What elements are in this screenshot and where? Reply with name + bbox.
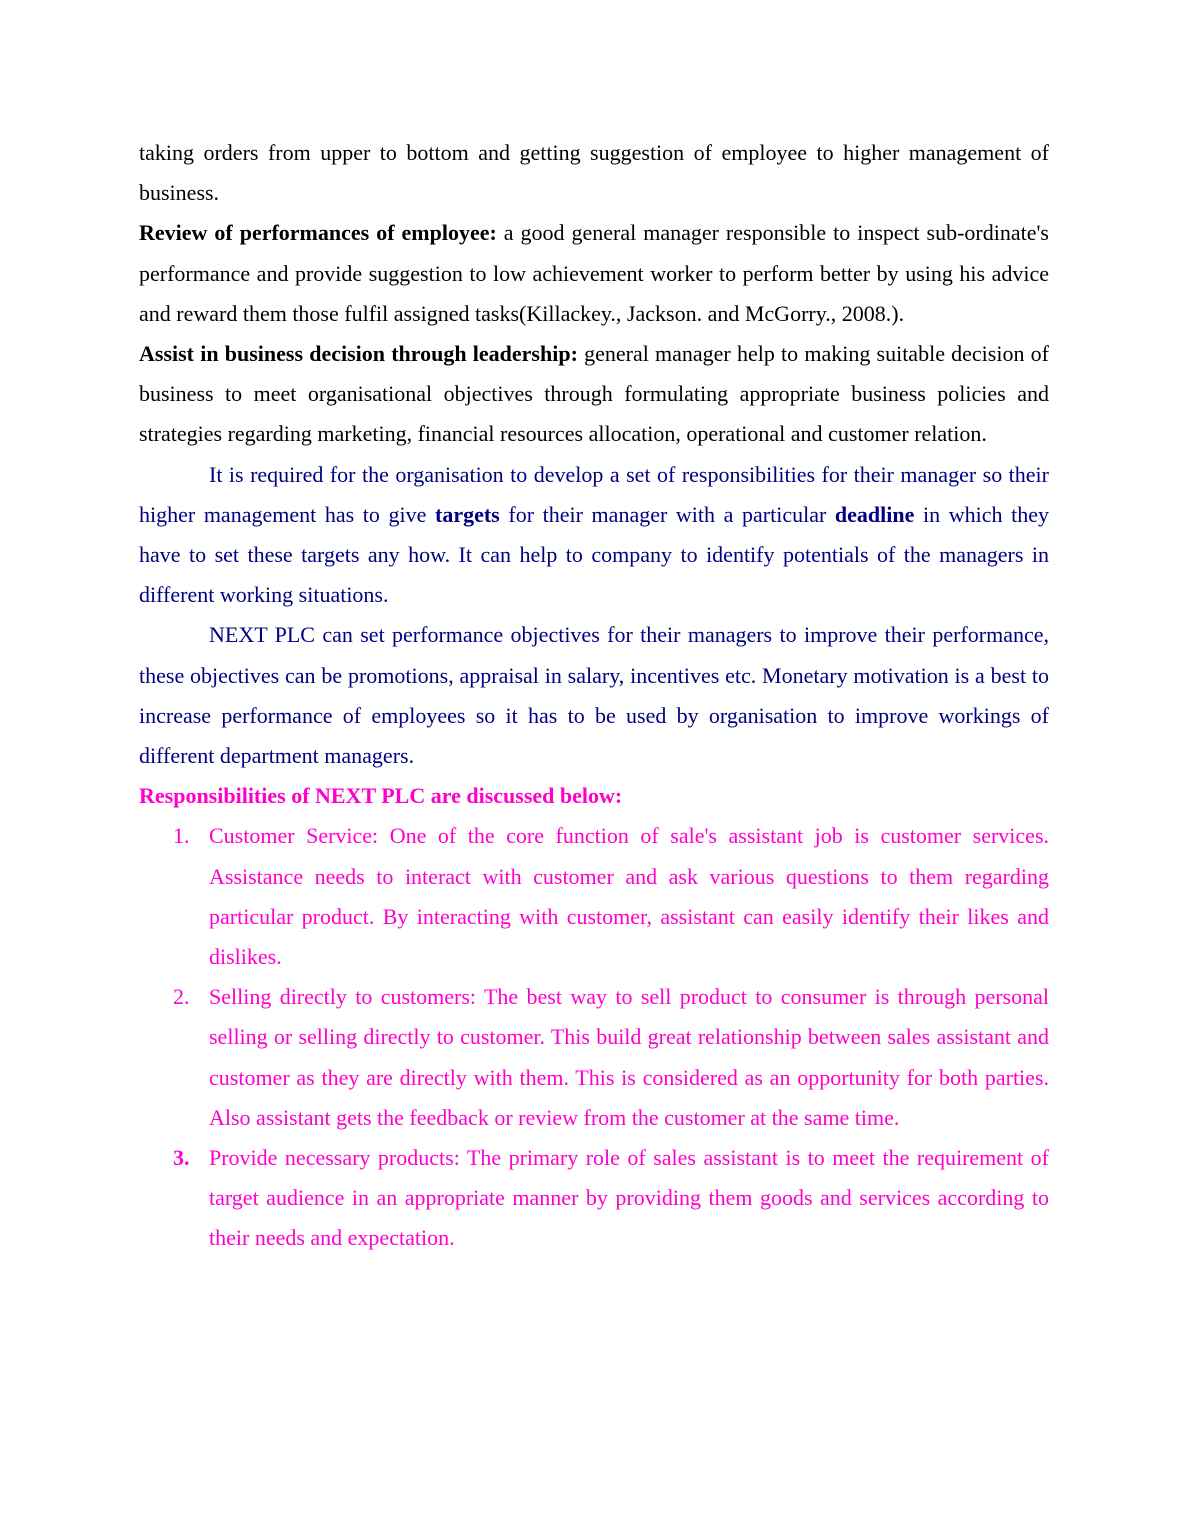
paragraph-performance-objectives: NEXT PLC can set performance objectives for their managers to improve their performance, these objectives can be promotions, appraisal in salary, incentives etc. Monetary motivation is a best to increase performance of employees so it has to be used by organisation to improve workings of different department managers. bbox=[139, 622, 1049, 769]
paragraph-targets-deadline bbox=[139, 455, 1049, 616]
list-item bbox=[139, 1138, 1049, 1259]
paragraph-communication: taking orders from upper to bottom and getting suggestion of employee to higher management of business. bbox=[139, 140, 1049, 206]
document-page bbox=[139, 133, 1049, 1259]
list-item-text: Selling directly to customers: The best way to sell product to consumer is through personal selling or selling directly to customer. This build great relationship between sales assistant and customer as they are directly with them. This is considered as an opportunity for both parties. Also assistant gets the feedback or review from the customer at the same time. bbox=[209, 984, 1049, 1130]
responsibilities-list bbox=[139, 816, 1049, 1258]
paragraph-review-performance bbox=[139, 213, 1049, 334]
targets-text-a: It is required for the organisation to develop a set of responsibilities for their manager so their higher management has to give bbox=[139, 461, 1049, 527]
business-decision-text: general manager help to making suitable decision of business to meet organisational objectives through formulating appropriate business policies and strategies regarding marketing, financial resources allocation, operational and customer relation. bbox=[139, 341, 1049, 447]
targets-text-c: in which they have to set these targets any how. It can help to company to identify potentials of the managers in different working situations. bbox=[139, 501, 1049, 608]
business-decision-heading: Assist in business decision through leadership: bbox=[139, 341, 578, 367]
review-performance-heading: Review of performances of employee: bbox=[139, 220, 497, 246]
deadline-keyword: deadline bbox=[834, 501, 915, 527]
targets-keyword: targets bbox=[435, 501, 500, 527]
list-item-number: 2. bbox=[173, 984, 190, 1010]
review-performance-text: a good general manager responsible to inspect sub-ordinate's performance and provide suggestion to low achievement worker to perform better by using his advice and reward them those fulfil assigned tasks(Killackey., Jackson. and McGorry., 2008.). bbox=[139, 220, 1049, 326]
list-item bbox=[139, 816, 1049, 977]
list-item-text: Customer Service: One of the core function of sale's assistant job is customer services. Assistance needs to interact with customer and ask various questions to them regarding particular product. By interacting with customer, assistant can easily identify their likes and dislikes. bbox=[209, 823, 1049, 970]
list-item-number: 3. bbox=[173, 1145, 190, 1171]
list-item-text: Provide necessary products: The primary role of sales assistant is to meet the requirement of target audience in an appropriate manner by providing them goods and services according to their needs and expectation. bbox=[209, 1145, 1049, 1251]
paragraph-business-decision bbox=[139, 334, 1049, 455]
targets-text-b: for their manager with a particular bbox=[499, 501, 835, 527]
list-item-number: 1. bbox=[173, 823, 190, 849]
list-item bbox=[139, 977, 1049, 1138]
responsibilities-heading: Responsibilities of NEXT PLC are discussed below: bbox=[139, 783, 623, 809]
